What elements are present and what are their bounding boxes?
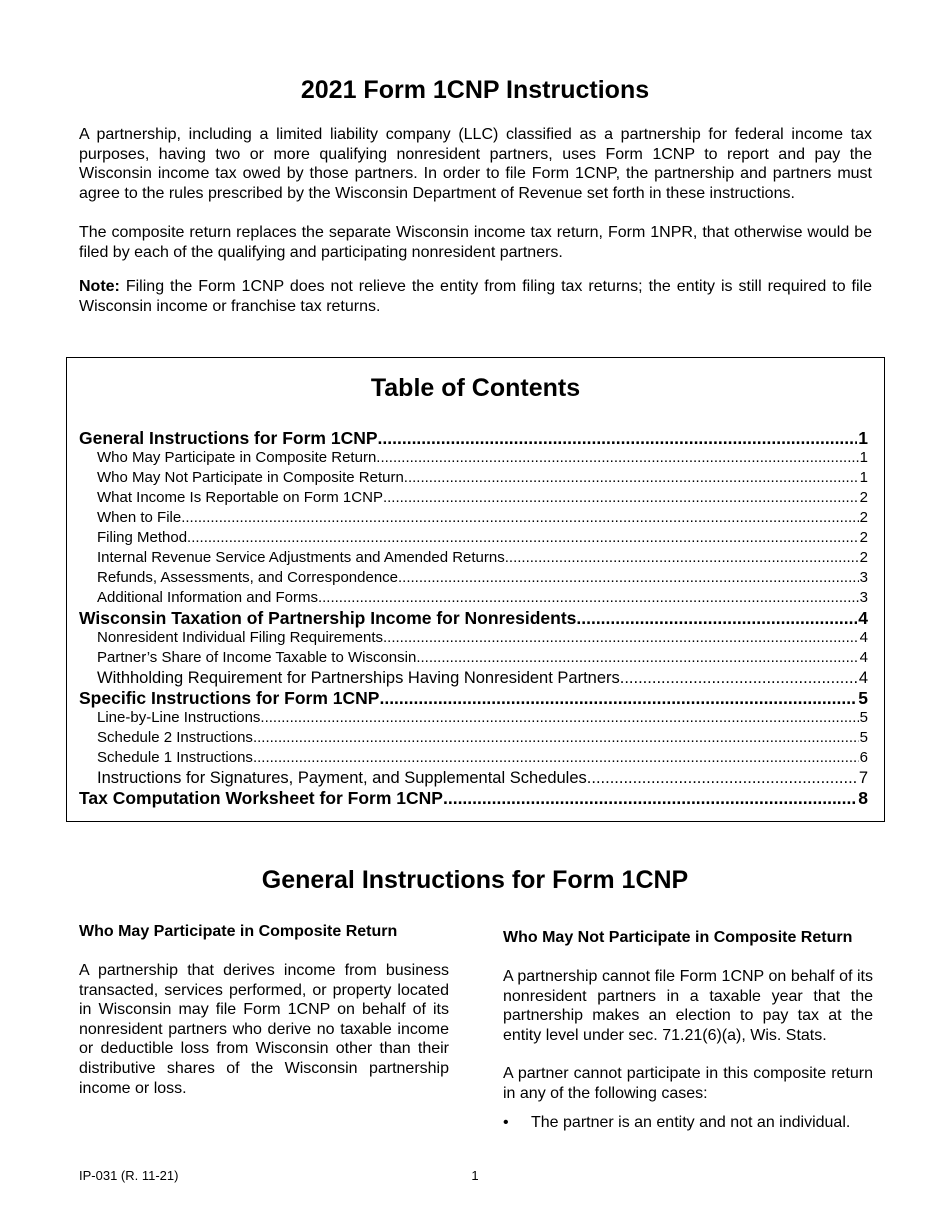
- toc-entry[interactable]: Line-by-Line Instructions ..... 5: [79, 708, 868, 728]
- who-may-participate-heading: Who May Participate in Composite Return: [79, 923, 398, 940]
- toc-entry[interactable]: Nonresident Individual Filing Requirements ..... 4: [79, 628, 868, 648]
- cases-list: [503, 1113, 873, 1133]
- list-item: • The partner is an entity and not an individual.: [503, 1113, 851, 1131]
- who-may-not-participate-body-2: A partner cannot participate in this composite return in any of the following cases:: [503, 1065, 873, 1102]
- toc-entry[interactable]: Schedule 2 Instructions ..... 5: [79, 728, 868, 748]
- toc-entry[interactable]: Who May Not Participate in Composite Return ..... 1: [79, 468, 868, 488]
- toc-entry[interactable]: When to File ..... 2: [79, 508, 868, 528]
- toc-entry[interactable]: Additional Information and Forms ..... 3: [79, 588, 868, 608]
- toc-entry[interactable]: Internal Revenue Service Adjustments and Amended Returns ..... 2: [79, 548, 868, 568]
- left-column: [79, 922, 449, 1098]
- right-column: [503, 928, 873, 1132]
- who-may-not-participate-body-1: A partnership cannot file Form 1CNP on behalf of its nonresident partners in a taxable year that the partnership makes an election to pay tax at the entity level under sec. 71.21(6)(a), Wis. Stats.: [503, 968, 873, 1044]
- toc-entry[interactable]: Partner’s Share of Income Taxable to Wisconsin ..... 4: [79, 648, 868, 668]
- toc-entry[interactable]: Schedule 1 Instructions ..... 6: [79, 748, 868, 768]
- toc-entry[interactable]: Instructions for Signatures, Payment, and Supplemental Schedules ..... 7: [79, 768, 868, 788]
- who-may-participate-body: A partnership that derives income from business transacted, services performed, or property located in Wisconsin may file Form 1CNP on behalf of its nonresident partners who derive no taxable income or deductible loss from Wisconsin other than their distributive shares of the Wisconsin partnership income or loss.: [79, 962, 449, 1097]
- intro-paragraph-2: The composite return replaces the separate Wisconsin income tax return, Form 1NPR, that otherwise would be filed by each of the qualifying and participating nonresident partners.: [79, 224, 872, 261]
- toc-entry[interactable]: Wisconsin Taxation of Partnership Income for Nonresidents ..... 4: [79, 608, 868, 628]
- toc-list: [79, 428, 868, 808]
- form-id: IP-031 (R. 11-21): [79, 1168, 179, 1183]
- toc-entry[interactable]: What Income Is Reportable on Form 1CNP ..... 2: [79, 488, 868, 508]
- who-may-not-participate-heading: Who May Not Participate in Composite Return: [503, 929, 853, 946]
- page-title: 2021 Form 1CNP Instructions: [300, 76, 650, 104]
- toc-title: Table of Contents: [370, 374, 581, 402]
- general-instructions-title: General Instructions for Form 1CNP: [261, 866, 689, 894]
- note-label: Note:: [79, 278, 120, 295]
- toc-entry[interactable]: Refunds, Assessments, and Correspondence ..... 3: [79, 568, 868, 588]
- toc-entry[interactable]: Specific Instructions for Form 1CNP ..... 5: [79, 688, 868, 708]
- page-number: 1: [471, 1168, 479, 1183]
- toc-entry[interactable]: Withholding Requirement for Partnerships Having Nonresident Partners ..... 4: [79, 668, 868, 688]
- bullet-icon: •: [503, 1113, 509, 1131]
- intro-paragraph-1: A partnership, including a limited liability company (LLC) classified as a partnership for federal income tax purposes, having two or more qualifying nonresident partners, uses Form 1CNP to report and pay the Wisconsin income tax owed by those partners. In order to file Form 1CNP, the partnership and partners must agree to the rules prescribed by the Wisconsin Department of Revenue set forth in these instructions.: [79, 126, 872, 202]
- toc-entry[interactable]: Tax Computation Worksheet for Form 1CNP ..... 8: [79, 788, 868, 808]
- toc-entry[interactable]: General Instructions for Form 1CNP ..... 1: [79, 428, 868, 448]
- intro-note: [79, 277, 872, 316]
- toc-entry[interactable]: Who May Participate in Composite Return ..... 1: [79, 448, 868, 468]
- table-of-contents: [66, 357, 885, 822]
- toc-entry[interactable]: Filing Method ..... 2: [79, 528, 868, 548]
- note-text: Filing the Form 1CNP does not relieve the entity from filing tax returns; the entity is still required to file Wisconsin income or franchise tax returns.: [79, 278, 872, 315]
